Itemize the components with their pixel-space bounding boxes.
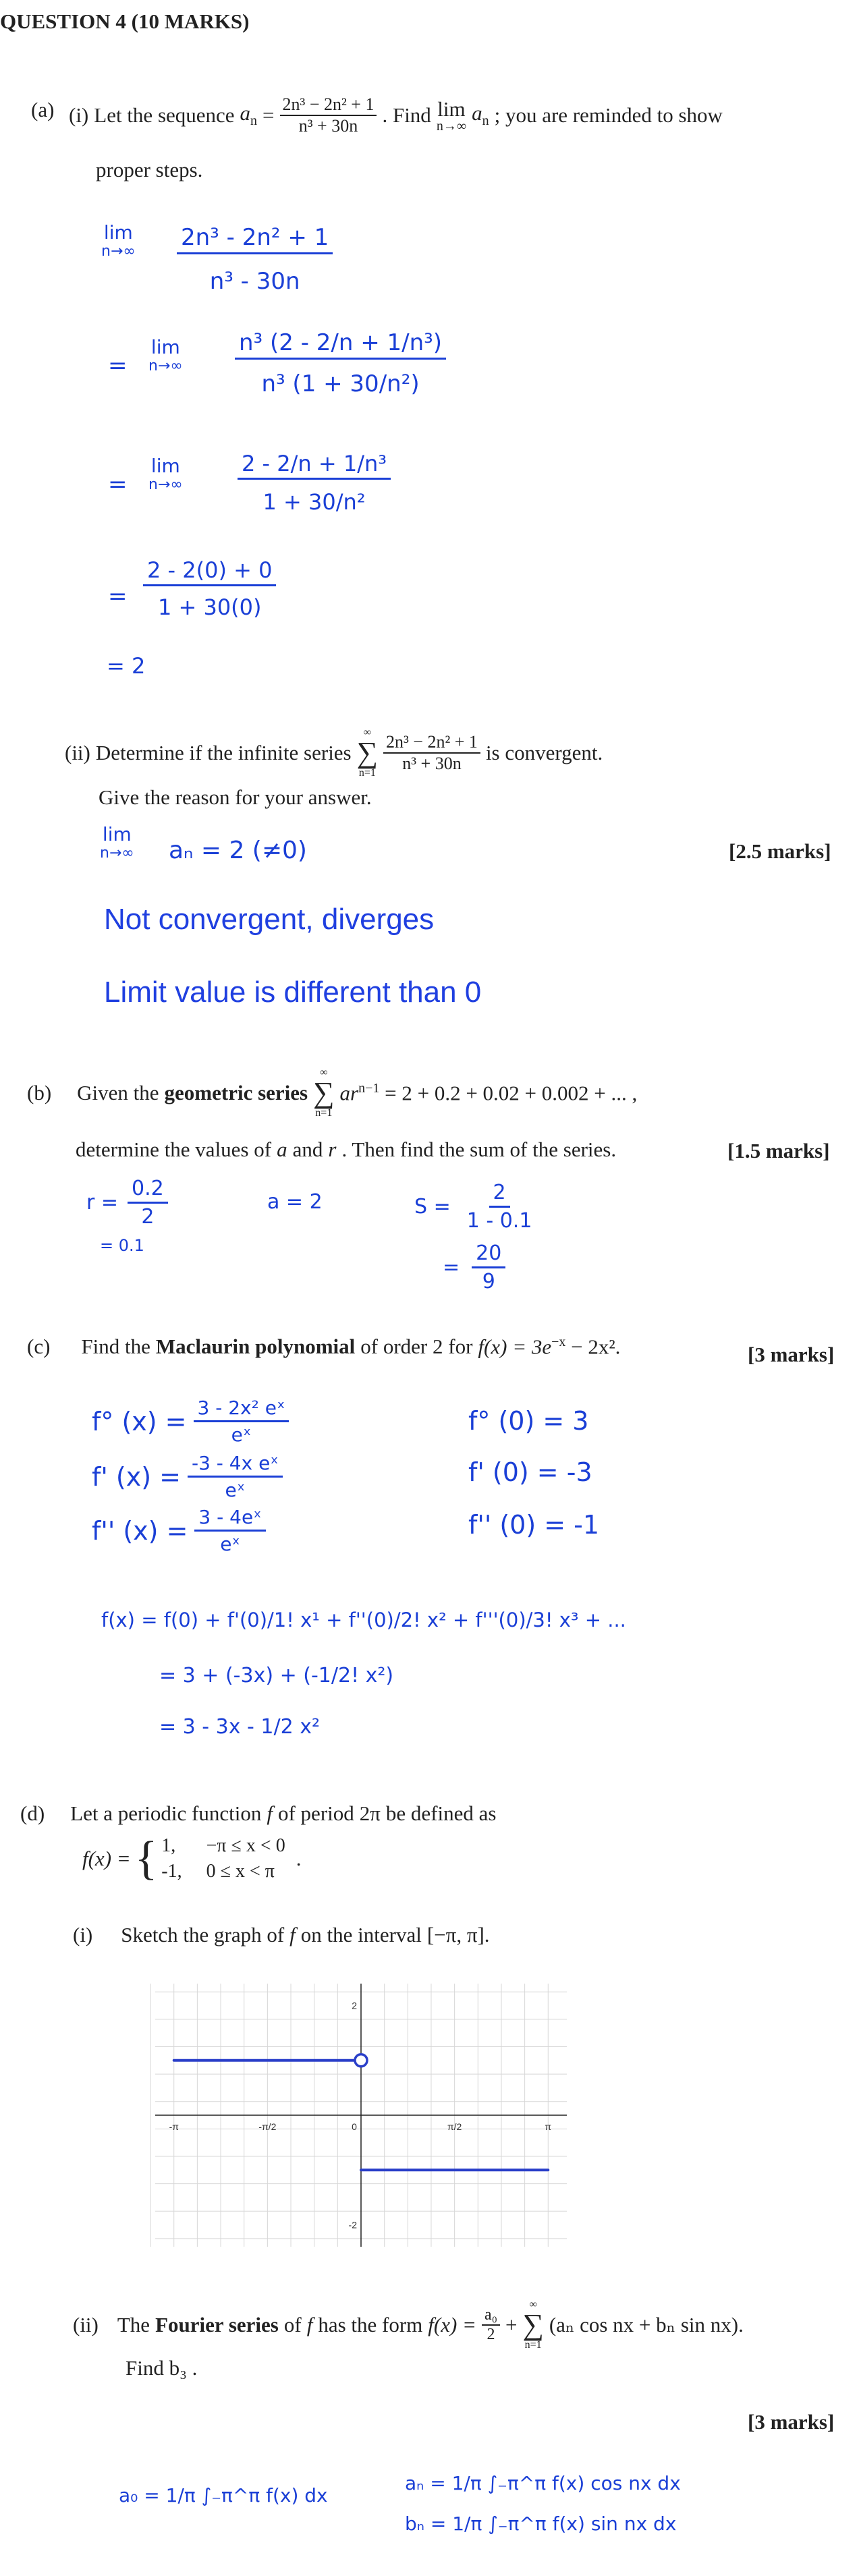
graph-axes [155, 1984, 567, 2247]
work-r-frac [128, 1177, 168, 1229]
fourier-an-work: aₙ = 1/π ∫₋π^π f(x) cos nx dx [405, 2472, 681, 2494]
part-b-marks: [1.5 marks] [727, 1139, 830, 1163]
work-r-num: 0.2 [128, 1177, 168, 1204]
sigma-top: ∞ [363, 727, 372, 738]
sequence-numerator: 2n³ − 2n² + 1 [280, 94, 377, 116]
lim-sub: n→∞ [436, 118, 467, 134]
part-c-func-rest: − 2x². [565, 1335, 621, 1359]
part-b-sigma-top: ∞ [320, 1067, 328, 1078]
intro-text: Let the sequence [94, 103, 235, 127]
work-frac-2 [235, 329, 446, 397]
work-s-den: 1 - 0.1 [466, 1209, 532, 1233]
fourier-sigma-bottom: n=1 [524, 2339, 542, 2351]
d-i-interval: [−π, π]. [426, 1923, 490, 1947]
work-lim-word-3: lim [150, 455, 180, 477]
deriv-2-frac [194, 1506, 265, 1555]
deriv-0-label: f° (x) = [92, 1406, 187, 1436]
work-frac-2-num: n³ (2 - 2/n + 1/n³) [235, 329, 446, 360]
d-ii-label: (ii) [73, 2313, 99, 2336]
part-b-work-r [86, 1177, 168, 1229]
part-a-ii-question [65, 727, 603, 779]
deriv-0 [92, 1397, 289, 1446]
ii-work-lim-sub: n→∞ [100, 844, 134, 862]
find-text: . Find [382, 103, 431, 127]
d-ii-text2: of [283, 2313, 302, 2336]
ii-work-lim [100, 824, 134, 862]
work-lim-sub-3: n→∞ [148, 476, 183, 493]
value-2: f'' (0) = -1 [468, 1510, 600, 1540]
part-b-series: ar [339, 1081, 359, 1105]
part-d-ii-question [73, 2299, 744, 2351]
x-tick-label: π [545, 2121, 552, 2132]
fourier-lhs: f(x) = [428, 2313, 476, 2336]
ii-end: is convergent. [485, 741, 603, 764]
part-d-i-question [73, 1923, 490, 1947]
d-i-text: Sketch the graph of [121, 1923, 285, 1947]
ii-text: Determine if the infinite series [95, 741, 352, 764]
part-d-text3: be defined as [385, 1801, 497, 1825]
part-b-line2-rest: . Then find the sum of the series. [341, 1138, 617, 1161]
part-a-i-question: (i) Let the sequence $a_n$ = $\frac{\text{2n³ − 2n² + 1}}{\text{n³ + 30n}}$ . Find lim n→∞ $a_n$ ; you are reminded to show [69, 94, 723, 136]
d-ii-marks: [3 marks] [748, 2410, 835, 2434]
maclaurin-line3: = 3 - 3x - 1/2 x² [159, 1715, 320, 1739]
part-b-work-s [414, 1181, 536, 1233]
part-b-line2 [76, 1138, 616, 1162]
deriv-2-den: eˣ [220, 1533, 240, 1555]
part-c-text2: of order 2 for [360, 1335, 473, 1359]
d-ii-f: f [306, 2313, 313, 2336]
maclaurin-series-line: f(x) = f(0) + f'(0)/1! x¹ + f''(0)/2! x² + f'''(0)/3! x³ + ... [101, 1608, 626, 1631]
a-n-sub: n [250, 113, 258, 129]
part-b-question [27, 1067, 637, 1119]
work-frac-4-den: 1 + 30(0) [157, 594, 262, 620]
fourier-plus: + [505, 2313, 518, 2336]
work-eq-4: = [108, 583, 128, 610]
fourier-a0-frac [482, 2306, 500, 2344]
part-b-r-var: r [328, 1138, 337, 1161]
work-lim-word-2: lim [150, 336, 180, 358]
work-frac-4 [143, 557, 276, 620]
part-d-text2: of period [277, 1801, 354, 1825]
part-b-a-var: a [277, 1138, 287, 1161]
work-lim-word: lim [103, 221, 133, 244]
ii-line2: Give the reason for your answer. [99, 785, 372, 809]
x-tick-label: -π/2 [258, 2121, 277, 2132]
work-frac-3-den: 1 + 30/n² [262, 489, 366, 515]
part-c-text1: Find the [81, 1335, 150, 1359]
part-d-period: 2π [359, 1801, 381, 1825]
work-lim-sub: n→∞ [101, 242, 136, 260]
deriv-0-num: 3 - 2x² eˣ [194, 1397, 289, 1422]
part-d-question [20, 1801, 496, 1826]
typed-answer-1: Not convergent, diverges [104, 903, 435, 936]
part-a-label: (a) [31, 98, 55, 121]
part-b-label: (b) [27, 1081, 52, 1104]
part-c-marks: [3 marks] [748, 1343, 835, 1366]
sequence-fraction [280, 94, 377, 136]
case2-value: -1, [161, 1861, 182, 1882]
maclaurin-line2: = 3 + (-3x) + (-1/2! x²) [159, 1664, 394, 1687]
open-endpoint-marker [355, 2054, 367, 2067]
case1-condition: −π ≤ x < 0 [206, 1835, 285, 1856]
deriv-1 [92, 1452, 283, 1501]
x-tick-label: π/2 [447, 2121, 462, 2132]
function-graph [121, 1970, 594, 2260]
x-tick-label: -π [169, 2121, 179, 2132]
a-n-var: a [240, 101, 251, 125]
part-c-question [27, 1335, 620, 1359]
work-frac-4-num: 2 - 2(0) + 0 [143, 557, 276, 586]
part-b-work-r2: = 0.1 [100, 1236, 144, 1255]
fourier-a0-den: 2 [487, 2326, 495, 2343]
lim-word: lim [437, 96, 466, 121]
work-eq-3: = [108, 471, 128, 498]
part-b-bold: geometric series [164, 1081, 308, 1104]
fourier-sigma: ∞ ∑ n=1 [522, 2299, 544, 2351]
deriv-1-den: eˣ [225, 1479, 246, 1501]
work-frac-2-den: n³ (1 + 30/n²) [261, 370, 420, 397]
work-s2-den: 9 [482, 1270, 495, 1293]
work-s2-frac [472, 1241, 505, 1293]
fourier-terms: (aₙ cos nx + bₙ sin nx). [549, 2313, 744, 2336]
d-ii-bold: Fourier series [155, 2313, 279, 2336]
work-frac-1 [177, 224, 333, 295]
case2-condition: 0 ≤ x < π [206, 1861, 275, 1882]
deriv-1-label: f' (x) = [92, 1461, 181, 1492]
question-title: QUESTION 4 (10 MARKS) [0, 9, 250, 33]
ii-work: aₙ = 2 (≠0) [169, 837, 307, 864]
fourier-a0-num: a₀ [482, 2306, 500, 2326]
part-b-sigma-bottom: n=1 [315, 1107, 333, 1119]
part-d-f: f [267, 1801, 273, 1825]
deriv-0-frac [194, 1397, 289, 1446]
work-s-num: 2 [489, 1181, 510, 1208]
part-c-func-exp: −x [551, 1335, 566, 1349]
case1-value: 1, [161, 1835, 176, 1856]
part-b-sigma: ∞ ∑ n=1 [313, 1067, 335, 1119]
part-c-label: (c) [27, 1335, 51, 1359]
work-s2-num: 20 [472, 1241, 505, 1268]
deriv-2 [92, 1506, 266, 1555]
x-tick-label: 0 [352, 2121, 357, 2132]
limit-op [436, 96, 467, 134]
part-b-text1: Given the [77, 1081, 159, 1104]
series-fraction [383, 732, 480, 774]
work-frac-3 [238, 451, 391, 515]
work-frac-3-num: 2 - 2/n + 1/n³ [238, 451, 391, 480]
work-r-den: 2 [141, 1205, 155, 1229]
piecewise-dot: . [296, 1847, 302, 1870]
fourier-a0-work: a₀ = 1/π ∫₋π^π f(x) dx [119, 2484, 328, 2507]
ii-marks: [2.5 marks] [729, 839, 831, 863]
part-a-line2: proper steps. [96, 158, 203, 181]
ii-label: (ii) [65, 741, 90, 764]
y-tick-label: 2 [352, 2000, 357, 2011]
fourier-bn-work: bₙ = 1/π ∫₋π^π f(x) sin nx dx [405, 2513, 677, 2535]
ii-work-lim-word: lim [102, 823, 132, 845]
value-0: f° (0) = 3 [468, 1406, 589, 1436]
part-b-work-a: a = 2 [267, 1190, 323, 1214]
work-frac-1-den: n³ - 30n [209, 268, 300, 295]
part-c-func: f(x) = 3e [478, 1335, 552, 1359]
work-lim-2 [148, 337, 183, 374]
part-c-bold: Maclaurin polynomial [155, 1335, 356, 1359]
d-ii-find: Find b₃ . [126, 2356, 198, 2380]
sequence-denominator: n³ + 30n [298, 116, 358, 136]
y-tick-label: -2 [348, 2219, 357, 2231]
series-numerator: 2n³ − 2n² + 1 [383, 732, 480, 754]
work-eq-2: = [108, 352, 128, 379]
part-b-line2-text: determine the values of [76, 1138, 272, 1161]
work-lim-3 [148, 456, 183, 493]
d-i-text2: on the interval [300, 1923, 422, 1947]
work-lim-1 [101, 223, 136, 260]
part-b-series-exp: n−1 [358, 1080, 380, 1096]
part-b-work-s2 [443, 1241, 505, 1293]
sigma-bottom: n=1 [358, 767, 376, 779]
d-ii-text3: has the form [318, 2313, 423, 2336]
d-ii-text1: The [117, 2313, 150, 2336]
piecewise-lhs: f(x) = [82, 1847, 131, 1870]
deriv-1-num: -3 - 4x eˣ [188, 1452, 283, 1478]
part-d-label: (d) [20, 1801, 45, 1825]
part-b-and: and [292, 1138, 323, 1161]
sub-i-label: (i) [69, 103, 89, 127]
part-d-text1: Let a periodic function [70, 1801, 262, 1825]
sigma-symbol: ∞ ∑ n=1 [356, 727, 379, 779]
work-s2-eq: = [443, 1256, 460, 1279]
d-i-f: f [289, 1923, 296, 1947]
work-s-label: S = [414, 1195, 451, 1219]
work-frac-1-num: 2n³ - 2n² + 1 [177, 224, 333, 254]
deriv-0-den: eˣ [231, 1424, 252, 1446]
work-result: = 2 [107, 653, 146, 679]
series-denominator: n³ + 30n [402, 754, 462, 773]
deriv-1-frac [188, 1452, 283, 1501]
typed-answer-2: Limit value is different than 0 [104, 976, 482, 1009]
d-i-label: (i) [73, 1923, 93, 1947]
fourier-sigma-top: ∞ [529, 2299, 537, 2310]
work-s-frac [463, 1181, 536, 1233]
find-rest: ; you are reminded to show [494, 103, 723, 127]
equals: = [262, 103, 275, 127]
work-lim-sub-2: n→∞ [148, 357, 183, 374]
part-b-series-rest: = 2 + 0.2 + 0.02 + 0.002 + ... , [379, 1081, 638, 1105]
work-r-label: r = [86, 1191, 119, 1214]
value-1: f' (0) = -3 [468, 1457, 592, 1487]
piecewise-def: f(x) = { 1, −π ≤ x < 0 -1, 0 ≤ x < π . [82, 1832, 302, 1884]
deriv-2-num: 3 - 4eˣ [194, 1506, 265, 1532]
deriv-2-label: f'' (x) = [92, 1515, 188, 1546]
piecewise-cases [161, 1835, 285, 1882]
